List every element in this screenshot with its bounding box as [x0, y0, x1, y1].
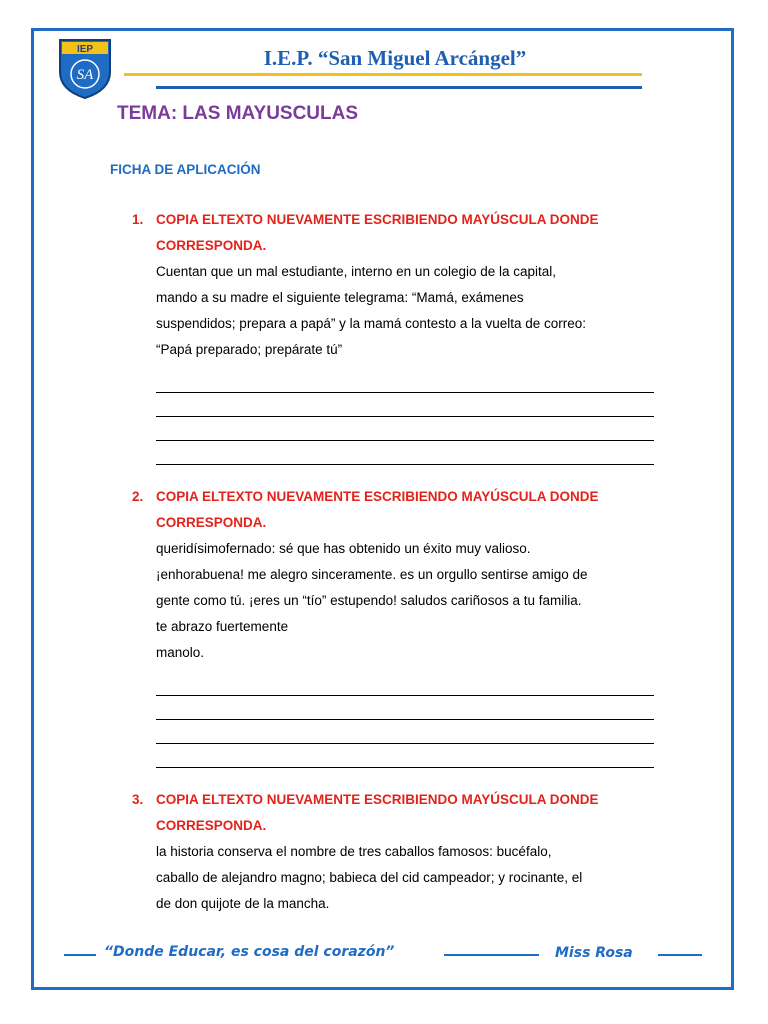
footer-line-left: [64, 954, 96, 956]
worksheet-label: FICHA DE APLICACIÓN: [110, 162, 261, 177]
question-instruction: COPIA ELTEXTO NUEVAMENTE ESCRIBIENDO MAYÚSCULA DONDE CORRESPONDA.: [156, 489, 599, 530]
text-line: ¡enhorabuena! me alegro sinceramente. es un orgullo sentirse amigo de: [156, 567, 588, 582]
answer-line[interactable]: [156, 393, 654, 417]
yellow-divider: [124, 73, 642, 76]
blue-divider: [156, 86, 642, 89]
answer-line[interactable]: [156, 417, 654, 441]
question-number: 3.: [132, 792, 144, 807]
question-text: [156, 259, 672, 363]
text-line: “Papá preparado; prepárate tú”: [156, 342, 343, 357]
text-line: suspendidos; prepara a papá” y la mamá contesto a la vuelta de correo:: [156, 316, 587, 331]
question-2: [132, 484, 672, 768]
text-line: manolo.: [156, 645, 205, 660]
question-instruction: COPIA ELTEXTO NUEVAMENTE ESCRIBIENDO MAYÚSCULA DONDE CORRESPONDA.: [156, 792, 599, 833]
text-line: caballo de alejandro magno; babieca del cid campeador; y rocinante, el: [156, 870, 583, 885]
answer-line[interactable]: [156, 744, 654, 768]
answer-line[interactable]: [156, 441, 654, 465]
topic-title: TEMA: LAS MAYUSCULAS: [117, 103, 359, 124]
answer-line[interactable]: [156, 672, 654, 696]
footer-line-middle: [444, 954, 539, 956]
logo-text: IEP: [76, 44, 94, 55]
answer-line[interactable]: [156, 369, 654, 393]
text-line: de don quijote de la mancha.: [156, 896, 330, 911]
answer-lines[interactable]: [156, 672, 672, 768]
answer-line[interactable]: [156, 720, 654, 744]
text-line: te abrazo fuertemente: [156, 619, 289, 634]
footer-quote: “Donde Educar, es cosa del corazón”: [104, 944, 395, 960]
text-line: mando a su madre el siguiente telegrama: “Mamá, exámenes: [156, 290, 524, 305]
question-1: [132, 207, 672, 465]
school-shield-logo: [58, 38, 112, 100]
school-title: I.E.P. “San Miguel Arcángel”: [263, 46, 527, 70]
svg-text:SA: SA: [76, 67, 94, 83]
answer-line[interactable]: [156, 696, 654, 720]
text-line: queridísimofernado: sé que has obtenido un éxito muy valioso.: [156, 541, 531, 556]
text-line: Cuentan que un mal estudiante, interno en un colegio de la capital,: [156, 264, 557, 279]
teacher-name: Miss Rosa: [555, 945, 633, 961]
text-line: gente como tú. ¡eres un “tío” estupendo! saludos cariñosos a tu familia.: [156, 593, 582, 608]
footer-line-right: [658, 954, 702, 956]
question-3: [132, 787, 672, 917]
question-text: [156, 536, 672, 666]
question-number: 1.: [132, 212, 144, 227]
question-text: [156, 839, 672, 917]
question-instruction: COPIA ELTEXTO NUEVAMENTE ESCRIBIENDO MAYÚSCULA DONDE CORRESPONDA.: [156, 212, 599, 253]
text-line: la historia conserva el nombre de tres caballos famosos: bucéfalo,: [156, 844, 552, 859]
question-number: 2.: [132, 489, 144, 504]
answer-lines[interactable]: [156, 369, 672, 465]
